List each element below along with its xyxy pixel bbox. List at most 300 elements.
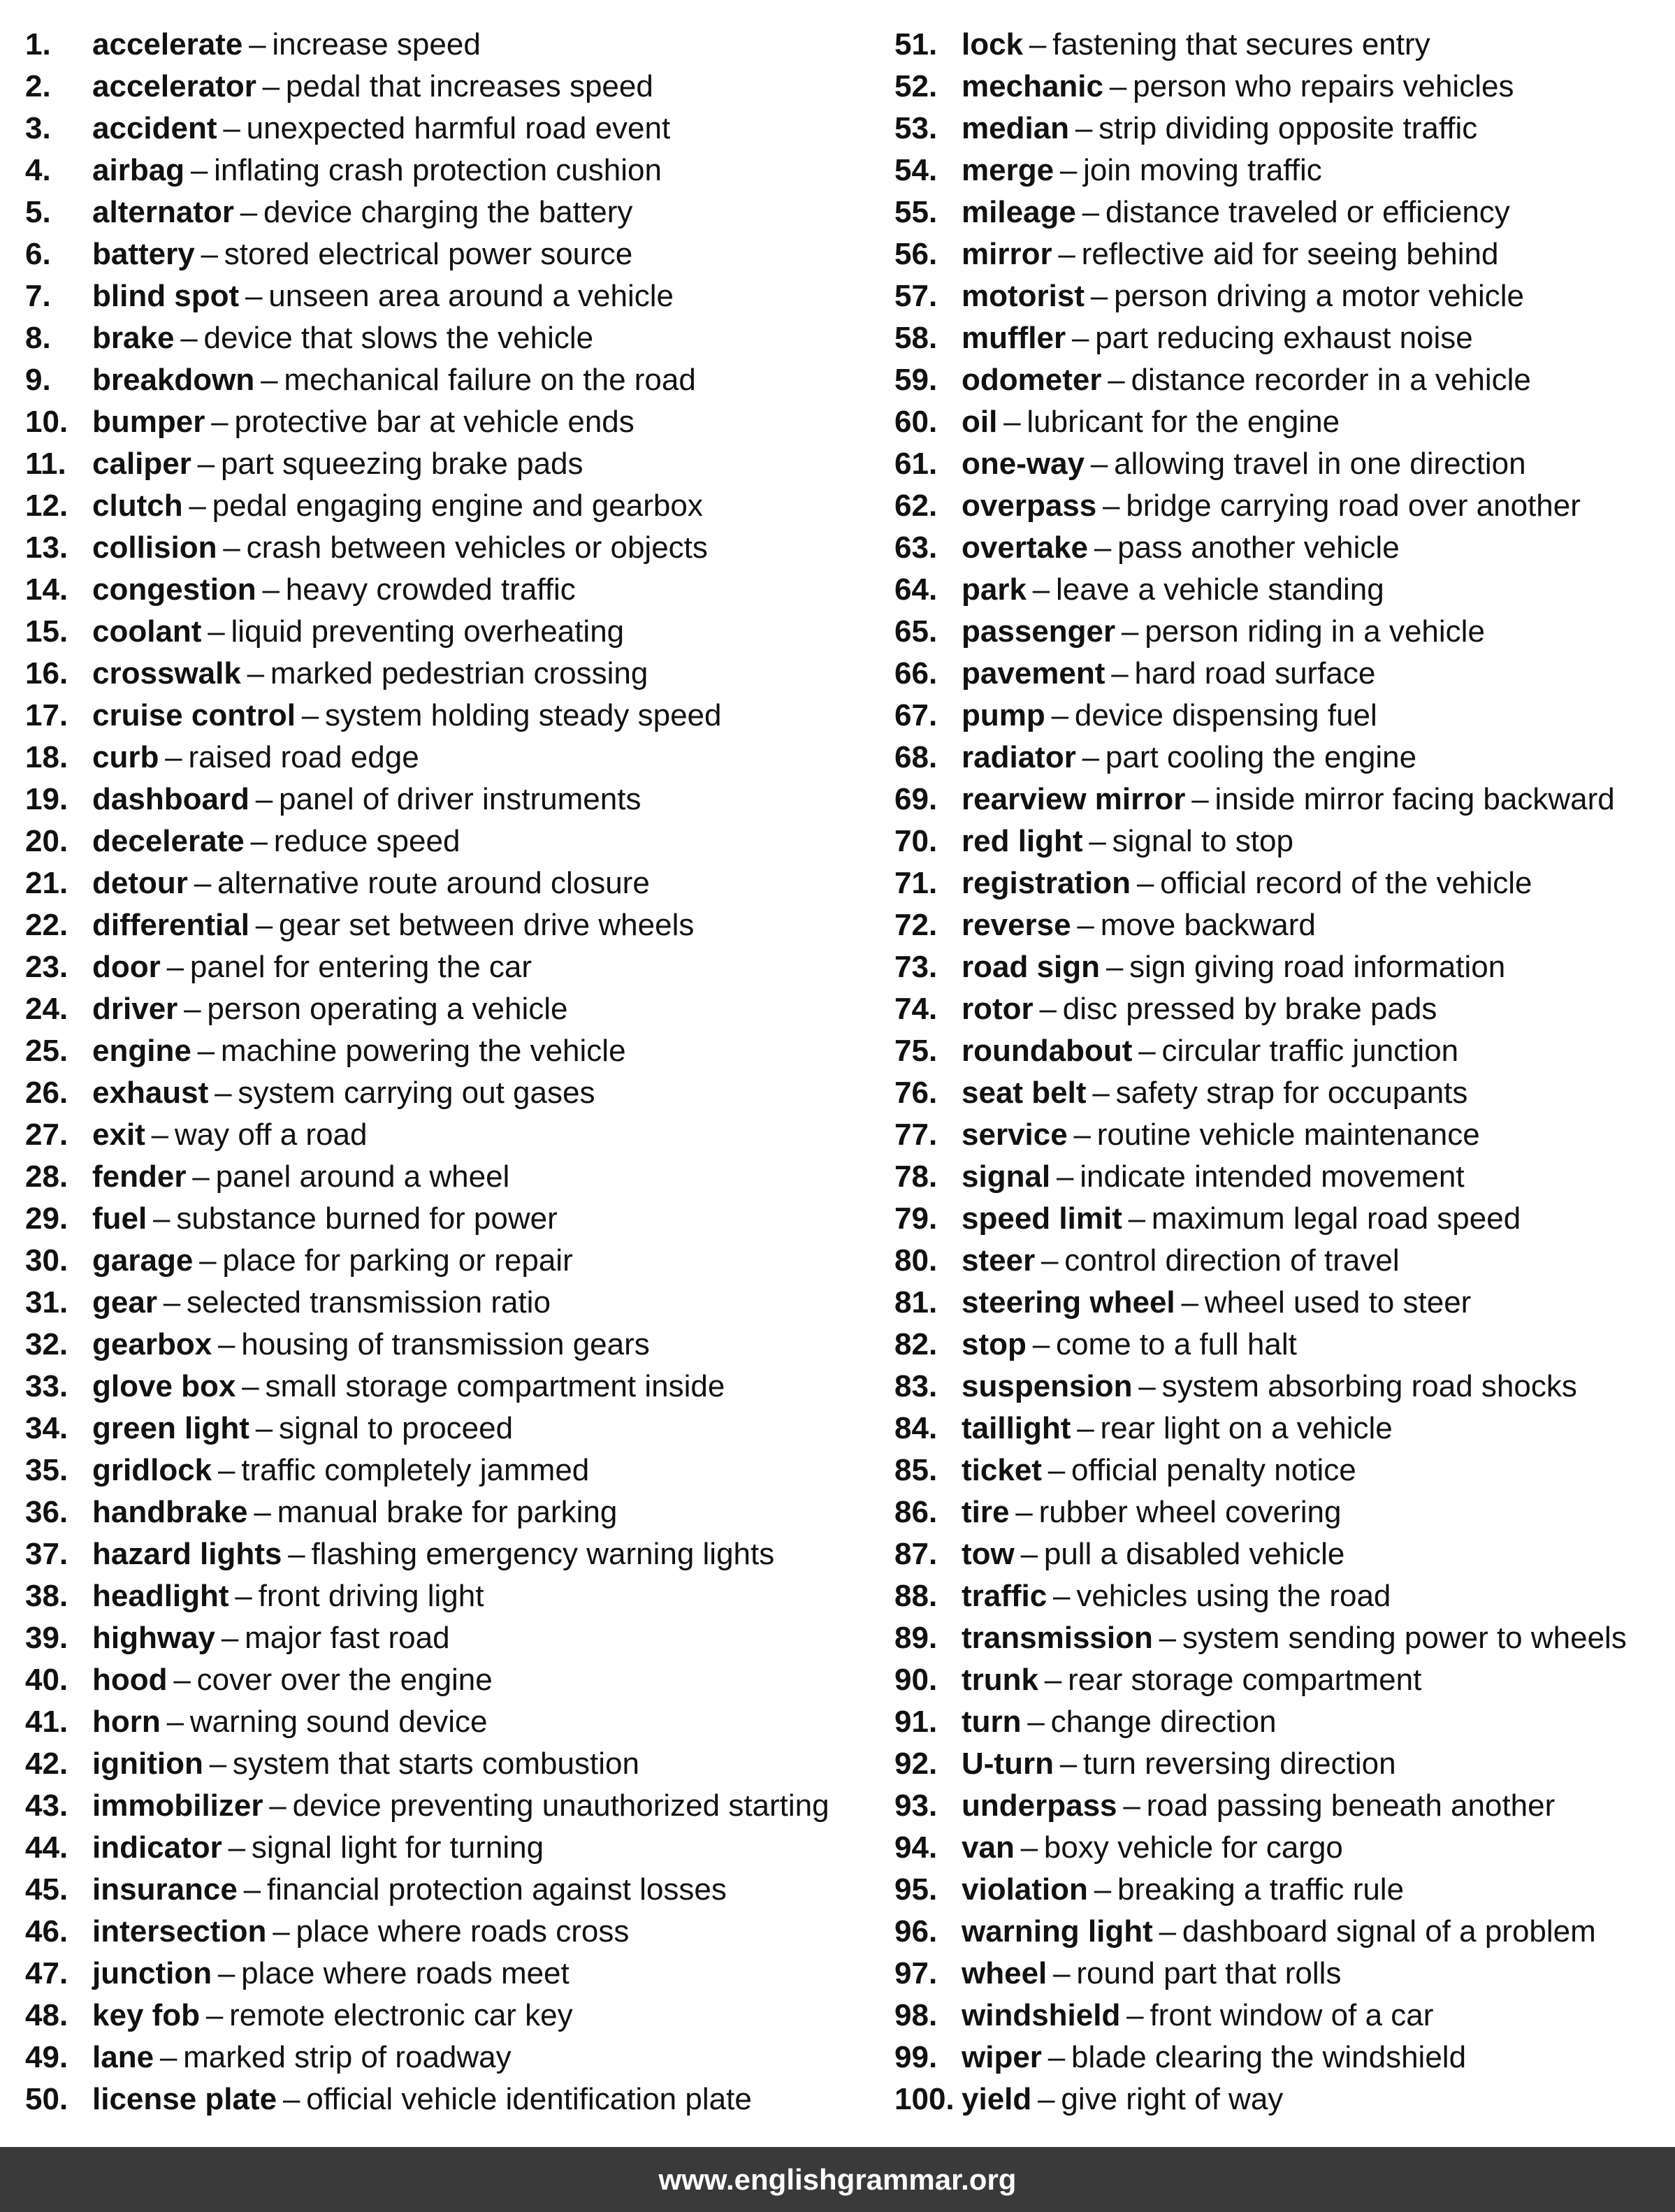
item-term: motorist: [962, 279, 1085, 313]
list-item: [25, 656, 864, 697]
item-number: 33.: [25, 1369, 68, 1403]
item-definition: routine vehicle maintenance: [1096, 1118, 1480, 1152]
list-item: [25, 1956, 864, 1997]
item-term: gridlock: [92, 1453, 212, 1487]
list-item: [25, 949, 864, 991]
item-number: 38.: [25, 1579, 68, 1613]
item-separator: –: [255, 908, 273, 942]
list-item: [894, 949, 1670, 991]
list-item: [25, 530, 864, 572]
item-term: garage: [92, 1243, 194, 1278]
item-number: 44.: [25, 1830, 68, 1865]
item-term: gear: [92, 1285, 157, 1320]
list-item: [25, 2081, 864, 2123]
item-separator: –: [1044, 1663, 1062, 1697]
item-separator: –: [217, 1453, 235, 1487]
item-separator: –: [1027, 1705, 1045, 1739]
list-item: [894, 656, 1670, 697]
item-separator: –: [1082, 195, 1100, 229]
item-separator: –: [166, 1705, 184, 1739]
item-term: ignition: [92, 1747, 203, 1781]
list-item: [894, 1117, 1670, 1159]
item-number: 73.: [894, 950, 938, 984]
item-term: accident: [92, 111, 217, 145]
item-term: gearbox: [92, 1327, 212, 1361]
item-definition: raised road edge: [188, 740, 419, 774]
list-item: [25, 236, 864, 278]
item-definition: reflective aid for seeing behind: [1081, 237, 1499, 271]
item-number: 80.: [894, 1243, 938, 1278]
item-definition: heavy crowded traffic: [285, 572, 576, 607]
item-number: 10.: [25, 405, 68, 439]
list-item: [894, 1788, 1670, 1830]
item-number: 60.: [894, 405, 938, 439]
item-definition: safety strap for occupants: [1115, 1076, 1468, 1110]
item-term: handbrake: [92, 1495, 248, 1529]
item-term: lane: [92, 2040, 154, 2074]
item-term: blind spot: [92, 279, 240, 313]
item-separator: –: [1051, 698, 1069, 732]
list-item: [894, 1536, 1670, 1578]
list-item: [25, 1494, 864, 1536]
footer-website-link[interactable]: www.englishgrammar.org: [658, 2162, 1017, 2196]
list-item: [894, 27, 1670, 68]
item-separator: –: [197, 1034, 215, 1068]
item-definition: cover over the engine: [196, 1663, 493, 1697]
item-definition: selected transmission ratio: [187, 1285, 551, 1320]
list-item: [894, 1452, 1670, 1494]
list-item: [894, 1578, 1670, 1620]
item-number: 40.: [25, 1663, 68, 1697]
item-number: 21.: [25, 866, 68, 900]
item-definition: circular traffic junction: [1161, 1034, 1459, 1068]
item-separator: –: [1111, 656, 1129, 691]
item-number: 30.: [25, 1243, 68, 1278]
list-item: [894, 1830, 1670, 1872]
item-definition: pass another vehicle: [1117, 530, 1400, 565]
item-number: 91.: [894, 1705, 938, 1739]
item-separator: –: [273, 1914, 290, 1949]
item-number: 87.: [894, 1537, 938, 1571]
item-definition: system that starts combustion: [232, 1747, 639, 1781]
item-term: airbag: [92, 153, 185, 187]
item-separator: –: [1059, 153, 1078, 187]
item-separator: –: [1071, 321, 1089, 355]
item-term: rotor: [962, 992, 1034, 1026]
list-item: [25, 152, 864, 194]
list-item: [894, 781, 1670, 823]
item-term: brake: [92, 321, 175, 355]
item-number: 63.: [894, 530, 938, 565]
item-number: 75.: [894, 1034, 938, 1068]
item-definition: person operating a vehicle: [207, 992, 568, 1026]
list-item: [894, 1662, 1670, 1704]
list-item: [25, 362, 864, 404]
item-number: 47.: [25, 1956, 68, 1990]
item-number: 14.: [25, 572, 68, 607]
item-separator: –: [1020, 1537, 1038, 1571]
item-separator: –: [1089, 824, 1106, 858]
item-term: overpass: [962, 489, 1097, 523]
list-item: [894, 1159, 1670, 1201]
item-separator: –: [1053, 1956, 1071, 1990]
item-definition: road passing beneath another: [1146, 1788, 1556, 1823]
item-definition: official record of the vehicle: [1160, 866, 1532, 900]
item-definition: inflating crash protection cushion: [214, 153, 662, 187]
item-separator: –: [223, 530, 240, 565]
item-definition: vehicles using the road: [1076, 1579, 1391, 1613]
item-separator: –: [1020, 1830, 1038, 1865]
item-number: 97.: [894, 1956, 938, 1990]
item-number: 13.: [25, 530, 68, 565]
item-definition: place where roads cross: [296, 1914, 630, 1949]
item-number: 92.: [894, 1747, 938, 1781]
item-term: cruise control: [92, 698, 296, 732]
item-definition: give right of way: [1061, 2082, 1284, 2116]
item-separator: –: [261, 363, 278, 397]
item-number: 17.: [25, 698, 68, 732]
list-item: [25, 1704, 864, 1746]
item-term: warning light: [962, 1914, 1153, 1949]
list-item: [25, 991, 864, 1033]
item-definition: unseen area around a vehicle: [268, 279, 674, 313]
item-definition: housing of transmission gears: [241, 1327, 650, 1361]
item-term: traffic: [962, 1579, 1047, 1613]
list-item: [894, 488, 1670, 530]
item-definition: pedal that increases speed: [285, 69, 653, 103]
item-definition: gear set between drive wheels: [279, 908, 695, 942]
list-item: [25, 697, 864, 739]
item-separator: –: [269, 1788, 287, 1823]
item-term: accelerate: [92, 27, 243, 62]
item-number: 41.: [25, 1705, 68, 1739]
item-separator: –: [1075, 111, 1093, 145]
item-definition: substance burned for power: [176, 1201, 558, 1236]
item-separator: –: [208, 614, 225, 649]
item-separator: –: [189, 489, 206, 523]
item-definition: person who repairs vehicles: [1133, 69, 1514, 103]
item-term: signal: [962, 1159, 1051, 1194]
item-number: 19.: [25, 782, 68, 816]
item-definition: device dispensing fuel: [1074, 698, 1377, 732]
item-separator: –: [1191, 782, 1209, 816]
list-item: [894, 404, 1670, 446]
item-definition: system absorbing road shocks: [1161, 1369, 1577, 1403]
item-term: accelerator: [92, 69, 256, 103]
item-number: 29.: [25, 1201, 68, 1236]
item-separator: –: [282, 2082, 300, 2116]
item-definition: person riding in a vehicle: [1145, 614, 1485, 649]
item-definition: part reducing exhaust noise: [1095, 321, 1473, 355]
item-number: 88.: [894, 1579, 938, 1613]
list-item: [25, 446, 864, 488]
list-item: [894, 697, 1670, 739]
item-separator: –: [1039, 992, 1057, 1026]
item-definition: place where roads meet: [241, 1956, 570, 1990]
item-number: 3.: [25, 111, 51, 145]
item-separator: –: [211, 405, 229, 439]
item-number: 100.: [894, 2082, 955, 2116]
item-number: 84.: [894, 1411, 938, 1445]
item-number: 20.: [25, 824, 68, 858]
item-number: 6.: [25, 237, 51, 271]
item-separator: –: [1138, 1034, 1156, 1068]
item-separator: –: [159, 2040, 177, 2074]
item-definition: move backward: [1100, 908, 1316, 942]
item-number: 32.: [25, 1327, 68, 1361]
item-term: congestion: [92, 572, 256, 607]
item-separator: –: [247, 656, 265, 691]
item-term: alternator: [92, 195, 234, 229]
item-separator: –: [228, 1830, 246, 1865]
item-number: 56.: [894, 237, 938, 271]
item-term: suspension: [962, 1369, 1133, 1403]
item-separator: –: [1047, 2040, 1066, 2074]
item-number: 79.: [894, 1201, 938, 1236]
item-separator: –: [250, 824, 268, 858]
item-number: 1.: [25, 27, 51, 62]
list-item: [25, 1285, 864, 1327]
item-term: median: [962, 111, 1070, 145]
list-item: [25, 1117, 864, 1159]
item-separator: –: [1123, 1788, 1140, 1823]
item-term: collision: [92, 530, 217, 565]
item-separator: –: [1056, 1159, 1074, 1194]
item-separator: –: [301, 698, 319, 732]
list-item: [894, 1243, 1670, 1285]
item-separator: –: [1059, 1747, 1078, 1781]
item-separator: –: [1092, 1076, 1110, 1110]
list-item: [25, 614, 864, 656]
list-item: [25, 572, 864, 614]
item-separator: –: [1082, 740, 1100, 774]
item-definition: indicate intended movement: [1080, 1159, 1465, 1194]
list-item: [894, 739, 1670, 781]
item-term: driver: [92, 992, 178, 1026]
list-item: [25, 1033, 864, 1075]
list-item: [25, 1788, 864, 1830]
item-term: detour: [92, 866, 188, 900]
item-term: wheel: [962, 1956, 1047, 1990]
item-term: radiator: [962, 740, 1076, 774]
item-separator: –: [1032, 572, 1050, 607]
item-number: 61.: [894, 447, 938, 481]
item-number: 72.: [894, 908, 938, 942]
item-separator: –: [217, 1327, 235, 1361]
item-term: highway: [92, 1621, 216, 1655]
item-separator: –: [1058, 237, 1075, 271]
item-number: 74.: [894, 992, 938, 1026]
item-separator: –: [217, 1956, 235, 1990]
list-item: [894, 907, 1670, 949]
list-item: [25, 1075, 864, 1117]
item-definition: increase speed: [272, 27, 481, 62]
item-term: mechanic: [962, 69, 1103, 103]
item-number: 95.: [894, 1872, 938, 1907]
list-item: [894, 614, 1670, 656]
item-number: 51.: [894, 27, 938, 62]
item-definition: signal to stop: [1112, 824, 1293, 858]
item-separator: –: [1126, 1998, 1144, 2032]
item-definition: blade clearing the windshield: [1071, 2040, 1467, 2074]
item-definition: marked pedestrian crossing: [270, 656, 648, 691]
item-number: 93.: [894, 1788, 938, 1823]
item-definition: control direction of travel: [1064, 1243, 1400, 1278]
item-number: 58.: [894, 321, 938, 355]
item-number: 55.: [894, 195, 938, 229]
item-definition: panel for entering the car: [189, 950, 532, 984]
item-term: indicator: [92, 1830, 222, 1865]
item-definition: small storage compartment inside: [265, 1369, 725, 1403]
list-item: [25, 1746, 864, 1788]
item-term: exit: [92, 1118, 145, 1152]
item-definition: round part that rolls: [1076, 1956, 1342, 1990]
list-item: [25, 1201, 864, 1243]
item-number: 46.: [25, 1914, 68, 1949]
item-separator: –: [165, 740, 182, 774]
item-separator: –: [1053, 1579, 1071, 1613]
item-separator: –: [1094, 1872, 1112, 1907]
item-definition: strip dividing opposite traffic: [1098, 111, 1478, 145]
item-definition: mechanical failure on the road: [284, 363, 696, 397]
list-item: [25, 278, 864, 320]
list-item: [894, 1033, 1670, 1075]
item-term: green light: [92, 1411, 249, 1445]
item-separator: –: [1109, 69, 1127, 103]
item-term: merge: [962, 153, 1054, 187]
item-term: speed limit: [962, 1201, 1122, 1236]
item-definition: unexpected harmful road event: [246, 111, 671, 145]
item-term: violation: [962, 1872, 1088, 1907]
list-item: [25, 1410, 864, 1452]
item-term: turn: [962, 1705, 1022, 1739]
item-definition: official vehicle identification plate: [306, 2082, 752, 2116]
item-definition: official penalty notice: [1071, 1453, 1356, 1487]
item-number: 42.: [25, 1747, 68, 1781]
item-term: crosswalk: [92, 656, 241, 691]
item-number: 35.: [25, 1453, 68, 1487]
item-number: 27.: [25, 1118, 68, 1152]
item-term: service: [962, 1118, 1068, 1152]
item-separator: –: [1015, 1495, 1033, 1529]
item-separator: –: [197, 447, 215, 481]
item-definition: alternative route around closure: [217, 866, 650, 900]
item-definition: join moving traffic: [1083, 153, 1322, 187]
list-item: [25, 1620, 864, 1662]
item-term: horn: [92, 1705, 161, 1739]
item-definition: signal to proceed: [278, 1411, 514, 1445]
item-term: hood: [92, 1663, 168, 1697]
item-number: 62.: [894, 489, 938, 523]
item-definition: come to a full halt: [1055, 1327, 1297, 1361]
item-number: 22.: [25, 908, 68, 942]
item-number: 76.: [894, 1076, 938, 1110]
item-number: 50.: [25, 2082, 68, 2116]
item-separator: –: [1136, 866, 1154, 900]
item-number: 43.: [25, 1788, 68, 1823]
item-term: trunk: [962, 1663, 1038, 1697]
item-term: red light: [962, 824, 1083, 858]
item-number: 86.: [894, 1495, 938, 1529]
item-separator: –: [1128, 1201, 1146, 1236]
item-definition: reduce speed: [273, 824, 461, 858]
item-separator: –: [192, 1159, 210, 1194]
list-item: [25, 865, 864, 907]
item-term: park: [962, 572, 1027, 607]
item-separator: –: [153, 1201, 171, 1236]
item-separator: –: [1090, 447, 1108, 481]
item-separator: –: [249, 27, 266, 62]
item-definition: device charging the battery: [263, 195, 633, 229]
item-term: road sign: [962, 950, 1101, 984]
item-term: insurance: [92, 1872, 238, 1907]
item-definition: front window of a car: [1150, 1998, 1434, 2032]
item-number: 8.: [25, 321, 51, 355]
item-separator: –: [245, 279, 263, 313]
item-term: mileage: [962, 195, 1076, 229]
item-term: pump: [962, 698, 1045, 732]
item-separator: –: [1090, 279, 1108, 313]
item-definition: panel of driver instruments: [279, 782, 641, 816]
list-item: [894, 572, 1670, 614]
item-separator: –: [1138, 1369, 1156, 1403]
list-item: [25, 194, 864, 236]
item-separator: –: [1103, 489, 1120, 523]
item-term: oil: [962, 405, 998, 439]
item-separator: –: [163, 1285, 181, 1320]
item-definition: signal light for turning: [251, 1830, 544, 1865]
item-separator: –: [288, 1537, 305, 1571]
item-term: seat belt: [962, 1076, 1087, 1110]
list-item: [894, 236, 1670, 278]
item-number: 57.: [894, 279, 938, 313]
item-term: stop: [962, 1327, 1027, 1361]
item-term: tire: [962, 1495, 1010, 1529]
item-term: engine: [92, 1034, 191, 1068]
list-item: [894, 68, 1670, 110]
item-number: 90.: [894, 1663, 938, 1697]
item-definition: lubricant for the engine: [1027, 405, 1340, 439]
item-separator: –: [190, 153, 208, 187]
list-item: [25, 907, 864, 949]
list-item: [25, 1872, 864, 1914]
item-definition: device that slows the vehicle: [203, 321, 594, 355]
list-item: [25, 2039, 864, 2081]
item-separator: –: [215, 1076, 232, 1110]
item-number: 4.: [25, 153, 51, 187]
item-definition: boxy vehicle for cargo: [1043, 1830, 1343, 1865]
list-item: [894, 1494, 1670, 1536]
item-definition: traffic completely jammed: [241, 1453, 590, 1487]
item-separator: –: [1077, 908, 1094, 942]
vocabulary-list-left: [25, 27, 864, 2123]
item-number: 26.: [25, 1076, 68, 1110]
list-item: [25, 1662, 864, 1704]
item-number: 94.: [894, 1830, 938, 1865]
list-item: [25, 1243, 864, 1285]
item-term: mirror: [962, 237, 1052, 271]
item-separator: –: [209, 1747, 227, 1781]
list-item: [25, 1830, 864, 1872]
item-number: 12.: [25, 489, 68, 523]
item-separator: –: [1121, 614, 1139, 649]
item-separator: –: [223, 111, 240, 145]
item-number: 45.: [25, 1872, 68, 1907]
list-item: [894, 1201, 1670, 1243]
item-definition: protective bar at vehicle ends: [234, 405, 635, 439]
item-separator: –: [1038, 2082, 1055, 2116]
item-number: 25.: [25, 1034, 68, 1068]
